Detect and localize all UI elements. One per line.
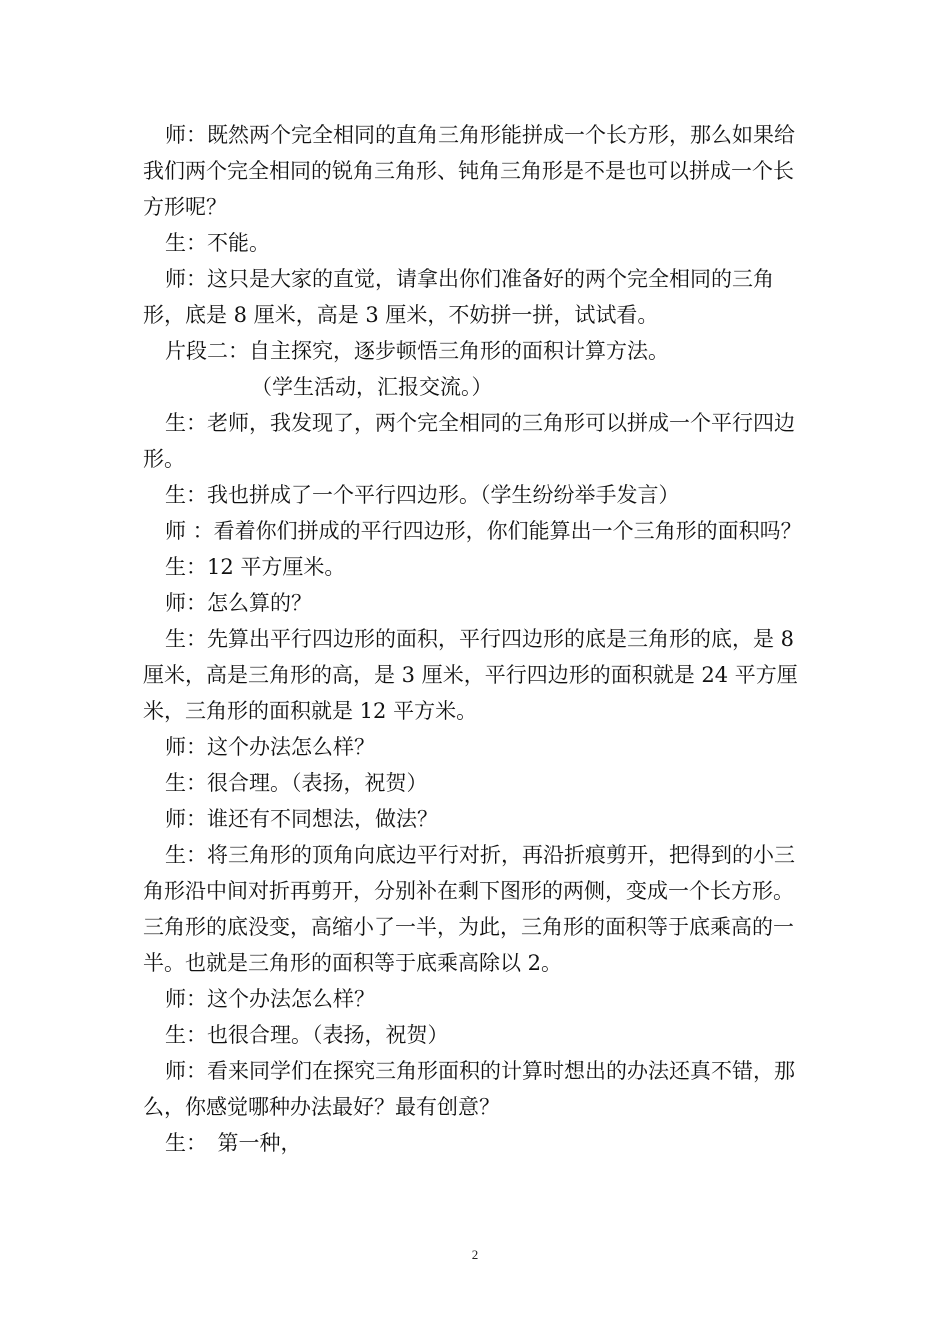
paragraph: 师：这个办法怎么样？ <box>165 987 375 1011</box>
paragraph: 师：这只是大家的直觉，请拿出你们准备好的两个完全相同的三角形，底是 8 厘米，高是 3 厘米，不妨拼一拼，试试看。 <box>143 267 774 327</box>
paragraph: 师：看来同学们在探究三角形面积的计算时想出的办法还真不错，那么，你感觉哪种办法最好？最有创意？ <box>143 1059 795 1119</box>
paragraph: 师 ：看着你们拼成的平行四边形，你们能算出一个三角形的面积吗？ <box>165 519 802 543</box>
paragraph: 师：这个办法怎么样？ <box>165 735 375 759</box>
paragraph: 师：怎么算的？ <box>165 591 312 615</box>
paragraph: 生：将三角形的顶角向底边平行对折，再沿折痕剪开，把得到的小三角形沿中间对折再剪开，分别补在剩下图形的两侧，变成一个长方形。三角形的底没变，高缩小了一半，为此，三角形的面积等于底乘高的一半。也就是三角形的面积等于底乘高除以 2。 <box>143 843 795 975</box>
page-number: 2 <box>471 1247 479 1262</box>
paragraph: 生：不能。 <box>165 231 270 255</box>
paragraph: 生： 第一种， <box>165 1131 302 1155</box>
document-body <box>143 117 808 1161</box>
paragraph: 生：我也拼成了一个平行四边形。（学生纷纷举手发言） <box>165 483 680 507</box>
stage-direction: （学生活动，汇报交流。） <box>251 375 493 399</box>
paragraph: 生：老师，我发现了，两个完全相同的三角形可以拼成一个平行四边形。 <box>143 411 795 471</box>
section-heading: 片段二：自主探究，逐步顿悟三角形的面积计算方法。 <box>165 339 669 363</box>
paragraph: 师：既然两个完全相同的直角三角形能拼成一个长方形，那么如果给我们两个完全相同的锐角三角形、钝角三角形是不是也可以拼成一个长方形呢？ <box>143 123 795 219</box>
paragraph: 师：谁还有不同想法，做法？ <box>165 807 438 831</box>
paragraph: 生：12 平方厘米。 <box>165 555 346 579</box>
paragraph: 生：很合理。（表扬，祝贺） <box>165 771 428 795</box>
paragraph: 生：也很合理。（表扬，祝贺） <box>165 1023 449 1047</box>
paragraph: 生：先算出平行四边形的面积，平行四边形的底是三角形的底，是 8 厘米，高是三角形的高，是 3 厘米，平行四边形的面积就是 24 平方厘米，三角形的面积就是 12 平方米。 <box>143 627 798 723</box>
